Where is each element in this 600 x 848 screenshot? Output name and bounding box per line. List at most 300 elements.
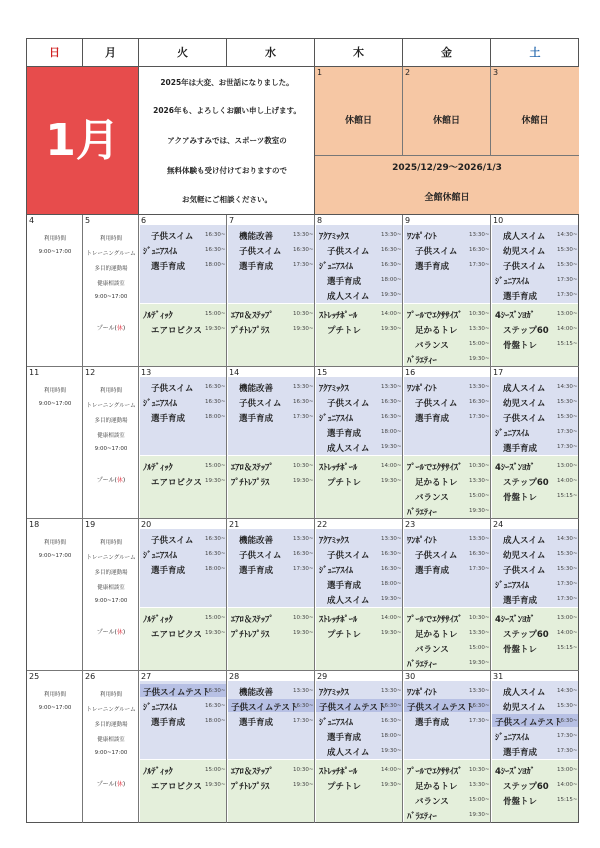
lesson-name: ｼﾞｭﾆｱｽｲﾑ: [319, 414, 354, 424]
monthly-calendar: [26, 38, 579, 823]
lesson-name: ｼﾞｭﾆｱｽｲﾑ: [143, 551, 178, 561]
lesson-name: ｱｸｱﾐｯｸｽ: [319, 536, 349, 546]
lesson-time: 17:30~: [293, 262, 314, 268]
lesson-name: ﾊﾞﾗｴﾃｨｰ: [407, 356, 437, 366]
lesson-name: 子供スイム: [151, 536, 194, 546]
day-number: 14: [229, 368, 240, 377]
lesson-name: ﾌﾟｰﾙでｴｸｻｻｲｽﾞ: [407, 615, 463, 625]
lesson-name: 子供スイム: [239, 247, 282, 257]
lesson-time: 13:30~: [469, 536, 490, 542]
lesson-time: 18:00~: [205, 718, 226, 724]
lesson-name: プチトレ: [327, 478, 362, 488]
day-number: 4: [29, 216, 35, 225]
closed-day-cell: [403, 67, 491, 155]
lesson-time: 19:30~: [293, 782, 314, 788]
lesson-name: 4ｼｰｽﾞﾝﾖｶﾞ: [495, 615, 535, 625]
lesson-time: 14:00~: [557, 782, 578, 788]
lesson-time: 10:30~: [293, 463, 314, 469]
lesson-name: 骨盤トレ: [503, 797, 538, 807]
weekday-header: 水: [227, 39, 315, 67]
lesson-name: ﾌﾟﾁﾄﾚﾌﾟﾗｽ: [231, 782, 270, 792]
lesson-name: 選手育成: [151, 414, 186, 424]
weekday-header: 火: [139, 39, 227, 67]
lesson-time: 17:30~: [469, 718, 490, 724]
lesson-name: ステップ60: [503, 326, 549, 336]
lesson-time: 19:30~: [469, 812, 490, 818]
lesson-name: 子供スイム: [239, 399, 282, 409]
closure-notice: [315, 155, 579, 215]
facility-info: 多目的運動場: [94, 722, 128, 728]
lesson-name: 子供スイム: [151, 232, 194, 242]
lesson-name: ﾊﾞﾗｴﾃｨｰ: [407, 508, 437, 518]
lesson-name: エアロビクス: [151, 478, 202, 488]
lesson-name: 選手育成: [239, 566, 274, 576]
lesson-time: 16:30~: [205, 247, 226, 253]
lesson-name: 子供スイム: [503, 566, 546, 576]
lesson-time: 16:30~: [381, 262, 402, 268]
lesson-name: ﾊﾞﾗｴﾃｨｰ: [407, 660, 437, 670]
lesson-time: 18:00~: [381, 581, 402, 587]
day-number: 3: [493, 68, 499, 77]
pool-closed-note: [83, 627, 139, 636]
facility-info: 利用時間: [99, 236, 122, 242]
lesson-name: ステップ60: [503, 782, 549, 792]
lesson-time: 16:30~: [469, 703, 490, 709]
lesson-time: 10:30~: [469, 615, 490, 621]
lesson-time: 16:30~: [557, 718, 578, 724]
lesson-name: プチトレ: [327, 630, 362, 640]
lesson-name: ﾊﾞﾗｴﾃｨｰ: [407, 812, 437, 822]
usage-hours: 利用時間: [43, 388, 66, 394]
closed-day-cell: [491, 67, 579, 155]
lesson-name: 幼児スイム: [503, 703, 546, 713]
usage-hours: 利用時間: [43, 692, 66, 698]
lesson-time: 17:30~: [469, 566, 490, 572]
lesson-time: 19:30~: [205, 326, 226, 332]
lesson-name: バランス: [415, 645, 449, 655]
lesson-time: 13:30~: [469, 384, 490, 390]
lesson-time: 14:00~: [381, 463, 402, 469]
day-number: 12: [85, 368, 96, 377]
lesson-time: 13:00~: [557, 615, 578, 621]
lesson-time: 17:30~: [557, 277, 578, 283]
lesson-time: 13:30~: [293, 536, 314, 542]
lesson-time: 13:30~: [381, 384, 402, 390]
lesson-time: 16:30~: [293, 247, 314, 253]
lesson-time: 19:30~: [469, 660, 490, 666]
lesson-name: ｽﾄﾚｯﾁﾎﾟｰﾙ: [319, 463, 358, 473]
day-number: 15: [317, 368, 328, 377]
lesson-time: 14:00~: [381, 311, 402, 317]
lesson-name: 成人スイム: [327, 292, 370, 302]
facility-info: 多目的運動場: [94, 570, 128, 576]
lesson-name: バランス: [415, 797, 449, 807]
lesson-name: ｱｸｱﾐｯｸｽ: [319, 232, 349, 242]
lesson-name: 子供スイム: [327, 551, 370, 561]
day-number: 24: [493, 520, 504, 529]
facility-info: トレーニングルーム: [86, 555, 136, 561]
lesson-time: 15:30~: [557, 399, 578, 405]
day-number: 7: [229, 216, 235, 225]
usage-hours: 9:00~17:00: [38, 553, 72, 559]
lesson-time: 19:30~: [381, 444, 402, 450]
facility-info: 9:00~17:00: [94, 750, 128, 756]
day-number: 9: [405, 216, 411, 225]
greeting-line: アクアみすみでは、スポーツ教室の: [167, 136, 287, 145]
lesson-time: 10:30~: [469, 311, 490, 317]
lesson-name: 選手育成: [239, 414, 274, 424]
lesson-time: 13:30~: [381, 232, 402, 238]
day-number: 23: [405, 520, 416, 529]
lesson-time: 17:30~: [557, 444, 578, 450]
lesson-name: 子供スイム: [415, 399, 458, 409]
facility-info: 健康相談室: [97, 433, 125, 439]
lesson-name: ﾜﾝﾎﾟｲﾝﾄ: [407, 536, 437, 546]
lesson-name: 機能改善: [239, 384, 274, 394]
lesson-name: ﾌﾟﾁﾄﾚﾌﾟﾗｽ: [231, 478, 270, 488]
pool-note-part: ): [122, 629, 126, 636]
lesson-name: 成人スイム: [327, 748, 370, 758]
lesson-name: 選手育成: [503, 292, 538, 302]
day-number: 10: [493, 216, 504, 225]
lesson-time: 17:30~: [557, 429, 578, 435]
lesson-time: 17:30~: [293, 566, 314, 572]
month-label: 1月: [27, 67, 139, 215]
lesson-name: 4ｼｰｽﾞﾝﾖｶﾞ: [495, 311, 535, 321]
lesson-name: ｼﾞｭﾆｱｽｲﾑ: [143, 703, 178, 713]
lesson-time: 15:00~: [205, 463, 226, 469]
usage-hours: 利用時間: [43, 540, 66, 546]
lesson-name: 子供スイム: [503, 414, 546, 424]
lesson-name: 足かるトレ: [415, 630, 458, 640]
lesson-time: 10:30~: [469, 463, 490, 469]
lesson-time: 13:30~: [293, 688, 314, 694]
lesson-time: 16:30~: [205, 703, 226, 709]
lesson-name: 幼児スイム: [503, 551, 546, 561]
lesson-time: 18:00~: [205, 566, 226, 572]
lesson-time: 13:00~: [557, 463, 578, 469]
closure-period: 2025/12/29～2026/1/3: [392, 163, 502, 173]
day-number: 8: [317, 216, 323, 225]
lesson-time: 18:00~: [381, 733, 402, 739]
day-number: 21: [229, 520, 240, 529]
weekday-header: 月: [83, 39, 139, 67]
lesson-name: ｱｸｱﾐｯｸｽ: [319, 688, 349, 698]
lesson-name: 選手育成: [415, 262, 450, 272]
lesson-time: 19:30~: [205, 782, 226, 788]
lesson-time: 17:30~: [557, 292, 578, 298]
lesson-time: 15:00~: [469, 797, 490, 803]
lesson-time: 13:30~: [469, 688, 490, 694]
usage-hours: 9:00~17:00: [38, 401, 72, 407]
facility-info: トレーニングルーム: [86, 707, 136, 713]
lesson-name: 選手育成: [415, 718, 450, 728]
lesson-name: ﾜﾝﾎﾟｲﾝﾄ: [407, 688, 437, 698]
lesson-name: ｼﾞｭﾆｱｽｲﾑ: [319, 718, 354, 728]
lesson-name: バランス: [415, 341, 449, 351]
lesson-time: 15:00~: [469, 341, 490, 347]
lesson-time: 16:30~: [469, 399, 490, 405]
lesson-time: 15:30~: [557, 551, 578, 557]
lesson-name: ﾌﾟｰﾙでｴｸｻｻｲｽﾞ: [407, 767, 463, 777]
lesson-time: 16:30~: [205, 232, 226, 238]
lesson-name: ﾜﾝﾎﾟｲﾝﾄ: [407, 232, 437, 242]
lesson-name: 成人スイム: [503, 688, 546, 698]
facility-info: 9:00~17:00: [94, 294, 128, 300]
lesson-name: 成人スイム: [503, 232, 546, 242]
facility-info: 9:00~17:00: [94, 446, 128, 452]
day-number: 30: [405, 672, 416, 681]
lesson-time: 13:30~: [293, 384, 314, 390]
pool-note-part: 休: [116, 325, 123, 332]
lesson-name: ｼﾞｭﾆｱｽｲﾑ: [495, 581, 530, 591]
lesson-name: エアロビクス: [151, 630, 202, 640]
lesson-name: 選手育成: [327, 581, 362, 591]
pool-note-part: ): [122, 477, 126, 484]
lesson-time: 17:30~: [557, 581, 578, 587]
lesson-name: 子供スイムテスト: [495, 718, 563, 728]
lesson-time: 14:30~: [557, 536, 578, 542]
pool-note-part: プール(: [96, 781, 117, 788]
lesson-name: ﾉﾙﾃﾞｨｯｸ: [143, 463, 173, 473]
lesson-time: 19:30~: [381, 748, 402, 754]
lesson-name: ｼﾞｭﾆｱｽｲﾑ: [143, 247, 178, 257]
lesson-time: 16:30~: [469, 551, 490, 557]
lesson-name: ｼﾞｭﾆｱｽｲﾑ: [495, 733, 530, 743]
lesson-time: 19:30~: [205, 478, 226, 484]
day-number: 26: [85, 672, 96, 681]
lesson-name: ｴｱﾛ＆ｽﾃｯﾌﾟ: [231, 463, 274, 473]
day-number: 20: [141, 520, 152, 529]
lesson-name: ステップ60: [503, 478, 549, 488]
day-number: 2: [405, 68, 411, 77]
lesson-time: 16:30~: [381, 551, 402, 557]
lesson-name: 幼児スイム: [503, 247, 546, 257]
lesson-name: ｽﾄﾚｯﾁﾎﾟｰﾙ: [319, 615, 358, 625]
lesson-time: 14:30~: [557, 688, 578, 694]
facility-info: トレーニングルーム: [86, 403, 136, 409]
lesson-name: ｼﾞｭﾆｱｽｲﾑ: [495, 277, 530, 287]
lesson-time: 15:15~: [557, 645, 578, 651]
lesson-time: 16:30~: [293, 703, 314, 709]
pool-note-part: 休: [116, 629, 123, 636]
lesson-name: 子供スイム: [239, 551, 282, 561]
greeting-line: 2026年も、よろしくお願い申し上げます。: [153, 106, 301, 115]
lesson-time: 17:30~: [557, 748, 578, 754]
lesson-time: 14:30~: [557, 384, 578, 390]
lesson-time: 19:30~: [293, 478, 314, 484]
lesson-name: 選手育成: [327, 277, 362, 287]
lesson-time: 16:30~: [381, 414, 402, 420]
facility-info: トレーニングルーム: [86, 251, 136, 257]
lesson-time: 16:30~: [469, 247, 490, 253]
lesson-time: 16:30~: [293, 551, 314, 557]
facility-info: 利用時間: [99, 388, 122, 394]
lesson-time: 13:00~: [557, 767, 578, 773]
lesson-name: 4ｼｰｽﾞﾝﾖｶﾞ: [495, 463, 535, 473]
greeting-message: [139, 67, 315, 215]
day-number: 28: [229, 672, 240, 681]
greeting-line: 2025年は大変、お世話になりました。: [160, 78, 294, 87]
lesson-name: 機能改善: [239, 536, 274, 546]
lesson-name: ﾌﾟｰﾙでｴｸｻｻｲｽﾞ: [407, 311, 463, 321]
weekday-header: 日: [27, 39, 83, 67]
lesson-time: 19:30~: [381, 292, 402, 298]
pool-note-part: プール(: [96, 325, 117, 332]
lesson-name: 子供スイムテスト: [231, 703, 299, 713]
lesson-name: 子供スイムテスト: [143, 688, 211, 698]
lesson-name: バランス: [415, 493, 449, 503]
lesson-time: 16:30~: [381, 399, 402, 405]
lesson-name: 子供スイム: [327, 247, 370, 257]
lesson-time: 15:15~: [557, 341, 578, 347]
facility-info: 多目的運動場: [94, 418, 128, 424]
pool-note-part: ): [122, 325, 126, 332]
lesson-name: 骨盤トレ: [503, 493, 538, 503]
weekday-header: 木: [315, 39, 403, 67]
lesson-name: 選手育成: [503, 596, 538, 606]
facility-info: 利用時間: [99, 540, 122, 546]
lesson-time: 16:30~: [381, 566, 402, 572]
day-number: 25: [29, 672, 40, 681]
pool-closed-note: [83, 779, 139, 788]
lesson-name: 骨盤トレ: [503, 645, 538, 655]
lesson-time: 19:30~: [381, 596, 402, 602]
lesson-time: 17:30~: [293, 414, 314, 420]
lesson-name: 選手育成: [239, 262, 274, 272]
weekday-header: 金: [403, 39, 491, 67]
lesson-name: ｽﾄﾚｯﾁﾎﾟｰﾙ: [319, 311, 358, 321]
lesson-time: 16:30~: [381, 247, 402, 253]
closed-day-cell: [315, 67, 403, 155]
lesson-time: 16:30~: [293, 399, 314, 405]
lesson-time: 15:15~: [557, 493, 578, 499]
day-number: 13: [141, 368, 152, 377]
lesson-name: 子供スイムテスト: [407, 703, 475, 713]
lesson-name: 子供スイムテスト: [319, 703, 387, 713]
lesson-time: 18:00~: [205, 414, 226, 420]
lesson-name: ｱｸｱﾐｯｸｽ: [319, 384, 349, 394]
lesson-name: 選手育成: [239, 718, 274, 728]
lesson-name: ﾌﾟｰﾙでｴｸｻｻｲｽﾞ: [407, 463, 463, 473]
lesson-time: 15:30~: [557, 566, 578, 572]
lesson-time: 13:30~: [381, 536, 402, 542]
lesson-time: 14:30~: [557, 232, 578, 238]
pool-note-part: 休: [116, 477, 123, 484]
lesson-name: 成人スイム: [503, 536, 546, 546]
lesson-time: 15:30~: [557, 247, 578, 253]
lesson-name: ﾌﾟﾁﾄﾚﾌﾟﾗｽ: [231, 326, 270, 336]
day-number: 17: [493, 368, 504, 377]
lesson-time: 15:00~: [469, 645, 490, 651]
lesson-name: ｼﾞｭﾆｱｽｲﾑ: [319, 566, 354, 576]
lesson-time: 18:00~: [381, 277, 402, 283]
lesson-time: 18:00~: [205, 262, 226, 268]
lesson-time: 15:30~: [557, 262, 578, 268]
lesson-time: 17:30~: [557, 596, 578, 602]
lesson-name: 選手育成: [415, 414, 450, 424]
lesson-time: 14:00~: [557, 326, 578, 332]
lesson-name: ｴｱﾛ＆ｽﾃｯﾌﾟ: [231, 615, 274, 625]
lesson-time: 13:30~: [293, 232, 314, 238]
facility-info: 9:00~17:00: [94, 598, 128, 604]
day-number: 1: [317, 68, 323, 77]
lesson-name: 選手育成: [151, 566, 186, 576]
lesson-time: 14:00~: [557, 478, 578, 484]
lesson-time: 15:30~: [557, 703, 578, 709]
lesson-name: 子供スイム: [415, 247, 458, 257]
lesson-time: 16:30~: [381, 703, 402, 709]
lesson-name: エアロビクス: [151, 782, 202, 792]
lesson-time: 16:30~: [205, 384, 226, 390]
lesson-name: 機能改善: [239, 232, 274, 242]
lesson-name: 機能改善: [239, 688, 274, 698]
day-number: 6: [141, 216, 147, 225]
closed-label: 休館日: [521, 116, 549, 126]
lesson-name: 足かるトレ: [415, 326, 458, 336]
lesson-name: ﾉﾙﾃﾞｨｯｸ: [143, 615, 173, 625]
usage-hours: 利用時間: [43, 236, 66, 242]
facility-info: 多目的運動場: [94, 266, 128, 272]
lesson-name: 選手育成: [327, 733, 362, 743]
lesson-time: 13:30~: [469, 326, 490, 332]
lesson-name: ﾜﾝﾎﾟｲﾝﾄ: [407, 384, 437, 394]
lesson-time: 15:00~: [205, 311, 226, 317]
lesson-name: 足かるトレ: [415, 782, 458, 792]
lesson-time: 16:30~: [205, 536, 226, 542]
day-number: 31: [493, 672, 504, 681]
lesson-time: 14:00~: [381, 615, 402, 621]
lesson-time: 16:30~: [205, 399, 226, 405]
lesson-time: 17:30~: [293, 718, 314, 724]
lesson-name: 子供スイム: [327, 399, 370, 409]
lesson-name: ｴｱﾛ＆ｽﾃｯﾌﾟ: [231, 311, 274, 321]
lesson-time: 19:30~: [293, 326, 314, 332]
lesson-time: 19:30~: [381, 326, 402, 332]
lesson-name: ｼﾞｭﾆｱｽｲﾑ: [495, 429, 530, 439]
lesson-time: 18:00~: [381, 429, 402, 435]
lesson-name: ﾉﾙﾃﾞｨｯｸ: [143, 311, 173, 321]
lesson-name: 4ｼｰｽﾞﾝﾖｶﾞ: [495, 767, 535, 777]
lesson-time: 19:30~: [381, 630, 402, 636]
day-number: 5: [85, 216, 91, 225]
lesson-name: ﾉﾙﾃﾞｨｯｸ: [143, 767, 173, 777]
lesson-name: ﾌﾟﾁﾄﾚﾌﾟﾗｽ: [231, 630, 270, 640]
lesson-name: 骨盤トレ: [503, 341, 538, 351]
day-number: 19: [85, 520, 96, 529]
facility-info: 利用時間: [99, 692, 122, 698]
lesson-time: 14:00~: [557, 630, 578, 636]
lesson-time: 16:30~: [205, 688, 226, 694]
lesson-name: 成人スイム: [327, 596, 370, 606]
lesson-name: 足かるトレ: [415, 478, 458, 488]
facility-info: 健康相談室: [97, 737, 125, 743]
lesson-time: 15:00~: [469, 493, 490, 499]
lesson-name: 選手育成: [503, 444, 538, 454]
weekday-header: 土: [491, 39, 579, 67]
lesson-name: 子供スイム: [151, 384, 194, 394]
lesson-time: 19:30~: [381, 782, 402, 788]
closed-label: 休館日: [432, 116, 460, 126]
lesson-time: 10:30~: [293, 311, 314, 317]
lesson-name: 選手育成: [151, 262, 186, 272]
day-number: 18: [29, 520, 40, 529]
lesson-time: 17:30~: [557, 733, 578, 739]
facility-info: 健康相談室: [97, 585, 125, 591]
pool-closed-note: [83, 475, 139, 484]
lesson-time: 15:30~: [557, 414, 578, 420]
lesson-name: 子供スイム: [415, 551, 458, 561]
